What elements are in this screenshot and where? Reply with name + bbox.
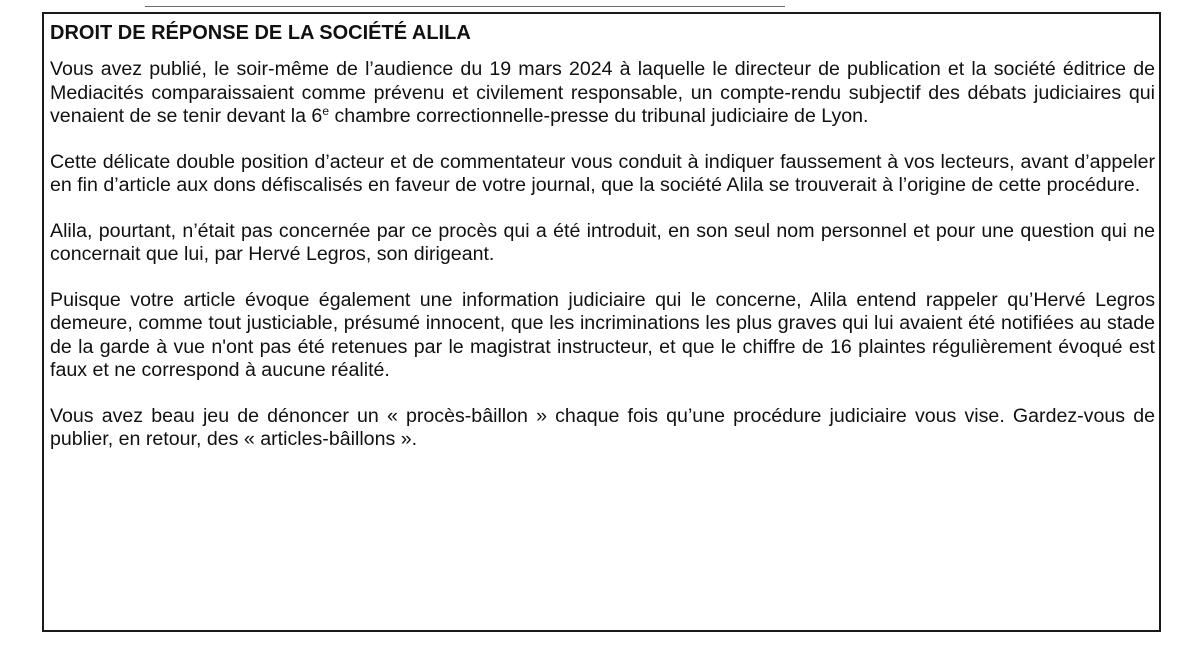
paragraph-1-text-a: Vous avez publié, le soir-même de l’audience du 19 mars 2024 à laquelle le directeur de publication et la société éditrice de Mediacités comparaissaient comme prévenu et civilement responsable, un compte-rendu subjectif des débats judiciaires qui venaient de se tenir devant la 6 bbox=[50, 58, 1155, 127]
paragraph-1-superscript: e bbox=[322, 104, 330, 118]
paragraph-1 bbox=[50, 58, 1155, 129]
paragraph-4: Puisque votre article évoque également une information judiciaire qui le concerne, Alila entend rappeler qu’Hervé Legros demeure, comme tout justiciable, présumé innocent, que les incriminations les plus graves qui lui avaient été notifiées au stade de la garde à vue n'ont pas été retenues par le magistrat instructeur, et que le chiffre de 16 plaintes régulièrement évoqué est faux et ne correspond à aucune réalité. bbox=[50, 288, 1155, 381]
paragraph-5: Vous avez beau jeu de dénoncer un « procès-bâillon » chaque fois qu’une procédure judiciaire vous vise. Gardez-vous de publier, en retour, des « articles-bâillons ». bbox=[50, 404, 1155, 450]
paragraph-1-text-b: chambre correctionnelle-presse du tribunal judiciaire de Lyon. bbox=[329, 105, 869, 127]
document-title: DROIT DE RÉPONSE DE LA SOCIÉTÉ ALILA bbox=[50, 22, 471, 44]
response-box bbox=[42, 12, 1161, 632]
top-rule bbox=[145, 6, 785, 7]
paragraph-2: Cette délicate double position d’acteur et de commentateur vous conduit à indiquer faussement à vos lecteurs, avant d’appeler en fin d’article aux dons défiscalisés en faveur de votre journal, que la société Alila se trouverait à l’origine de cette procédure. bbox=[50, 150, 1155, 196]
paragraph-3: Alila, pourtant, n’était pas concernée par ce procès qui a été introduit, en son seul nom personnel et pour une question qui ne concernait que lui, par Hervé Legros, son dirigeant. bbox=[50, 219, 1155, 265]
